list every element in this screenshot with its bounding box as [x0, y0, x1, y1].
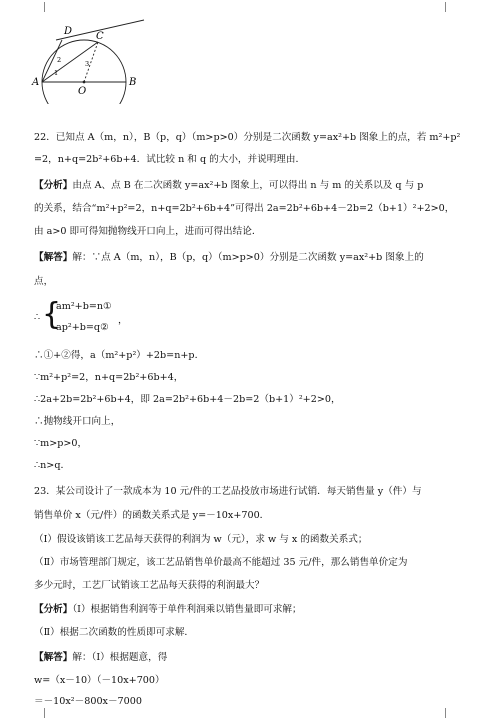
label-a: A	[32, 77, 40, 88]
q23-solution-line2: w=（x－10）（－10x+700）	[34, 675, 165, 686]
label-d: D	[64, 26, 73, 37]
solution-tag: 【解答】	[34, 652, 73, 663]
angle-label-2: 2	[57, 56, 62, 64]
q22-analysis-line2: 的关系，结合“m²+p²=2，n+q=2b²+6b+4”可得出 2a=2b²+6b+4－2b=2（b+1）²+2>0，	[34, 203, 455, 214]
q22-solution-line1	[34, 252, 424, 264]
q23-stem-line1: 23．某公司设计了一款成本为 10 元/件的工艺品投放市场进行试销．每天销售量 y（件）与	[34, 486, 422, 497]
q22-analysis-line1	[34, 180, 423, 192]
q22-solution-line2: 点，	[34, 276, 54, 287]
q22-solution-text1: 解：∵点 A（m，n），B（p，q）（m>p>0）分别是二次函数 y=ax²+b 图象上的	[72, 252, 424, 263]
center-point	[83, 81, 86, 84]
q23-part2-line1: （Ⅱ）市场管理部门规定，该工艺品销售单价最高不能超过 35 元/件，那么销售单价定为	[34, 557, 408, 568]
segment-ac	[42, 42, 98, 82]
system-brace: {	[42, 297, 62, 332]
analysis-tag: 【分析】	[34, 180, 73, 191]
q23-solution-text1: 解：（Ⅰ）根据题意，得	[72, 652, 168, 663]
q23-analysis-line1	[34, 604, 302, 616]
q23-part1: （Ⅰ）假设该销该工艺品每天获得的利润为 w（元），求 w 与 x 的函数关系式；	[34, 534, 368, 545]
q23-analysis-line2: （Ⅱ）根据二次函数的性质即可求解．	[34, 627, 195, 638]
q22-stem-line1: 22．已知点 A（m，n），B（p，q）（m>p>0）分别是二次函数 y=ax²+b 图象上的点，若 m²+p²	[34, 132, 461, 143]
q22-step6: ∴n>q．	[34, 460, 71, 471]
label-o: O	[78, 86, 87, 97]
q22-stem-line2: =2，n+q=2b²+6b+4．试比较 n 和 q 的大小，并说明理由．	[34, 154, 306, 165]
q23-solution-line1	[34, 652, 167, 664]
analysis-tag: 【分析】	[34, 604, 73, 615]
q22-step2: ∵m²+p²=2，n+q=2b²+6b+4，	[34, 372, 184, 383]
crop-mark-top-right	[445, 2, 456, 12]
angle-label-1: 1	[54, 69, 59, 77]
crop-mark-top-left	[34, 2, 45, 12]
q22-step3: ∴2a+2b=2b²+6b+4，即 2a=2b²+6b+4－2b=2（b+1）²+2>0，	[34, 394, 341, 405]
label-c: C	[96, 31, 104, 42]
q23-part2-line2: 多少元时，工艺厂试销该工艺品每天获得的利润最大？	[34, 580, 265, 591]
label-b: B	[129, 77, 137, 88]
q22-step5: ∵m>p>0，	[34, 438, 88, 449]
system-equation-2: ap²+b=q②	[56, 322, 109, 333]
crop-mark-bottom-right	[445, 708, 456, 718]
solution-tag: 【解答】	[34, 252, 73, 263]
q22-step4: ∴抛物线开口向上，	[34, 416, 121, 427]
crop-mark-bottom-left	[34, 708, 45, 718]
q22-analysis-text1: 由点 A、点 B 在二次函数 y=ax²+b 图象上，可以得出 n 与 m 的关系以及 q 与 p	[72, 180, 424, 191]
therefore-symbol: ∴	[34, 312, 41, 323]
q23-analysis-text1: （Ⅰ）根据销售利润等于单件利润乘以销售量即可求解；	[72, 604, 302, 615]
q23-stem-line2: 销售单价 x（元/件）的函数关系式是 y=－10x+700．	[34, 510, 270, 521]
q22-analysis-line3: 由 a>0 即可得知抛物线开口向上，进而可得出结论．	[34, 226, 262, 237]
system-equation-1: am²+b=n①	[56, 301, 112, 312]
q22-step1: ∴①+②得，a（m²+p²）+2b=n+p．	[34, 350, 205, 361]
q23-solution-line3: ＝－10x²－800x－7000	[34, 696, 142, 707]
angle-label-3: 3	[85, 60, 90, 68]
geometry-figure	[20, 18, 170, 104]
system-end-comma: ，	[118, 315, 128, 326]
